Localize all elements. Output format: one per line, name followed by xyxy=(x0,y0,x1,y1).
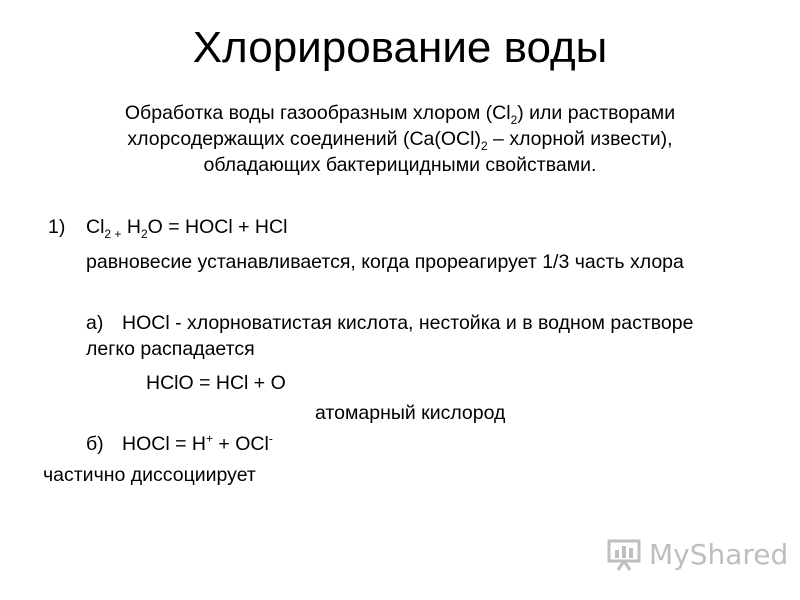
intro-part2: ) или растворами хлорсодержащих соединений (Ca(OCl) xyxy=(127,102,676,150)
intro-part2-sub: 2 xyxy=(480,138,488,153)
watermark-text xyxy=(649,538,788,572)
item-b-sup1: + xyxy=(205,431,213,446)
equilibrium-text: равновесие устанавливается, когда прореагирует 1/3 часть хлора xyxy=(86,251,684,273)
intro-part1-sub: 2 xyxy=(510,112,518,127)
eq-h-sub: 2 xyxy=(140,226,148,241)
watermark-shared: Shared xyxy=(689,538,789,571)
intro-part1: Обработка воды газообразным хлором (Cl xyxy=(124,102,511,124)
item-b-label: б) xyxy=(86,433,104,455)
item-b-sup2: - xyxy=(268,431,273,446)
atomic-oxygen-label: атомарный кислород xyxy=(315,402,506,424)
partial-dissociation-text: частично диссоциирует xyxy=(43,464,256,486)
eq-rest: O = HOCl + HCl xyxy=(147,216,288,238)
item-b xyxy=(86,431,273,457)
decomposition-equation: HClO = HCl + O xyxy=(146,372,286,394)
item-a xyxy=(86,310,726,362)
eq-cl: Cl xyxy=(86,216,105,238)
myshared-watermark xyxy=(607,535,788,575)
reaction-1 xyxy=(48,214,287,240)
intro-part3: – хлорной извести), обладающих бактерицидными свойствами. xyxy=(203,128,673,176)
intro-paragraph xyxy=(70,100,730,178)
item-number-1: 1) xyxy=(48,216,66,238)
slide-title: Хлорирование воды xyxy=(192,23,608,72)
eq-h: H xyxy=(121,216,141,238)
watermark-my: My xyxy=(649,538,690,571)
item-a-label: а) xyxy=(86,312,104,334)
presentation-board-icon xyxy=(607,538,645,572)
item-b-eq-start: HOCl = H xyxy=(122,433,206,455)
item-a-text: HOCl - хлорноватистая кислота, нестойка и в водном растворе легко распадается xyxy=(86,312,694,360)
eq-cl-sub: 2 + xyxy=(104,226,122,241)
item-b-eq-mid: + OCl xyxy=(213,433,269,455)
